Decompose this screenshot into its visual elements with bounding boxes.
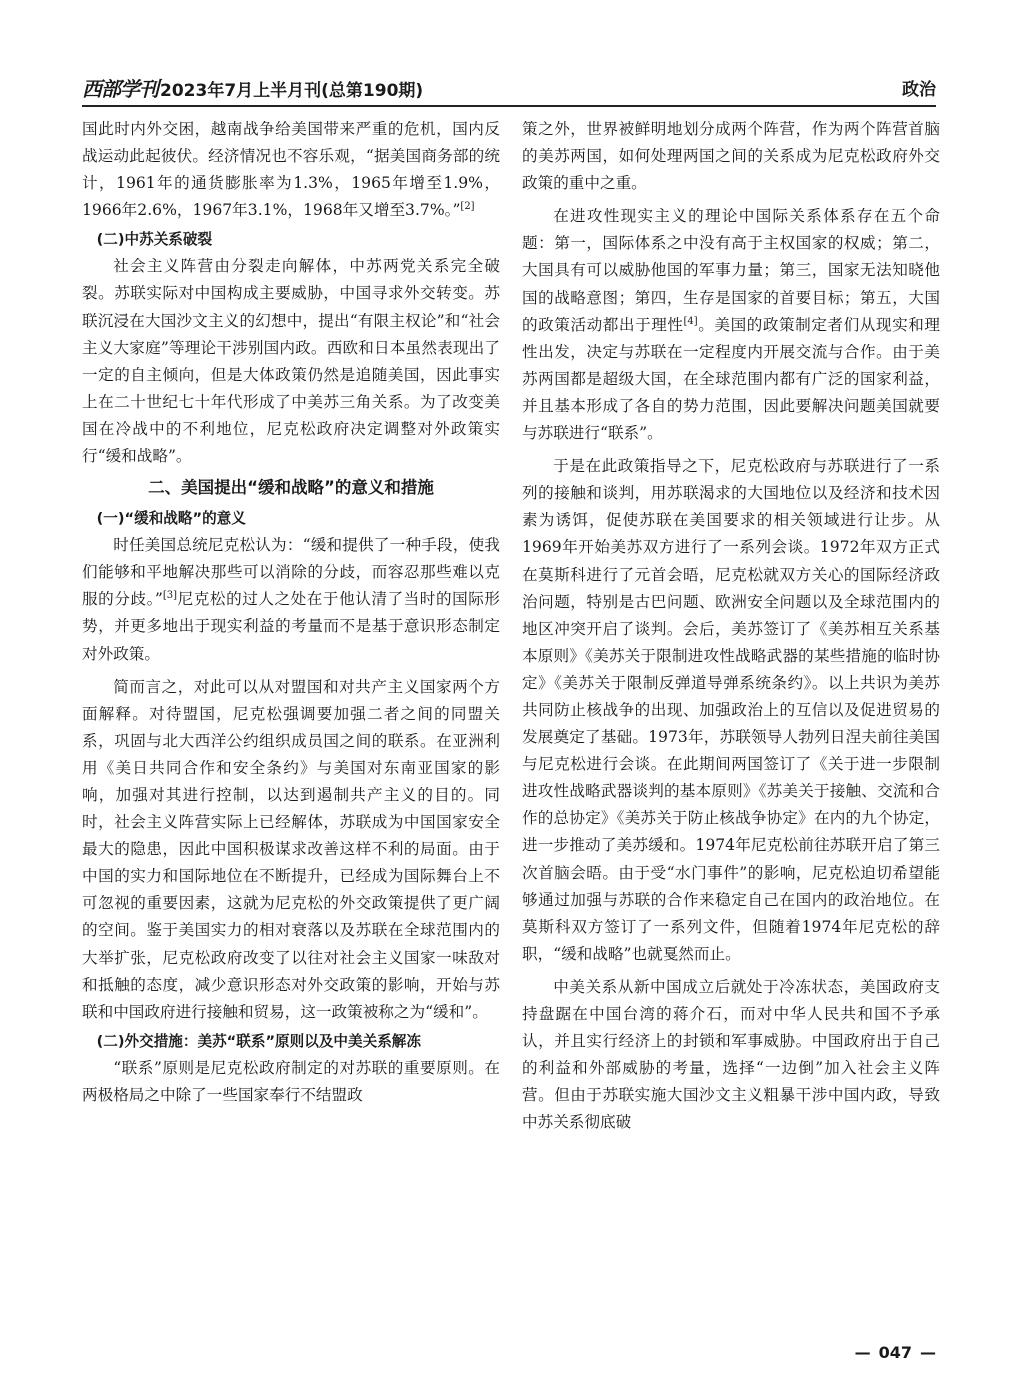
dash-left: —: [854, 1343, 871, 1362]
citation: [4]: [683, 315, 698, 327]
dash-right: —: [920, 1343, 936, 1362]
citation: [3]: [162, 590, 178, 602]
journal-logo: 西部学刊: [82, 76, 158, 101]
page-header: [82, 72, 936, 102]
paragraph: 时任美国总统尼克松认为：“缓和提供了一种手段，使我们能够和平地解决那些可以消除的分歧，而容忍那些难以克服的分歧。”[3]尼克松的过人之处在于他认清了当时的国际形势，并更多地出于现实利益的考量而不是基于意识形态制定对外政策。: [82, 536, 500, 663]
subheading-sino-soviet: (二)中苏关系破裂: [96, 231, 213, 249]
paragraph: 于是在此政策指导之下，尼克松政府与苏联进行了一系列的接触和谈判，用苏联渴求的大国地位以及经济和技术因素为诱饵，促使苏联在美国要求的相关领域进行让步。从1969年开始美苏双方进行了一系列会谈。1972年双方正式在莫斯科进行了元首会晤，尼克松就双方关心的国际经济政治问题，特别是古巴问题、欧洲安全问题以及全球范围内的地区冲突开启了谈判。会后，美苏签订了《美苏相互关系基本原则》《美苏关于限制进攻性战略武器的某些措施的临时协定》《美苏关于限制反弹道导弹系统条约》。以上共识为美苏共同防止核战争的出现、加强政治上的互信以及促进贸易的发展奠定了基础。1973年，苏联领导人勃列日涅夫前往美国与尼克松进行会谈。在此期间两国签订了《关于进一步限制进攻性战略武器谈判的基本原则》《苏美关于接触、交流和合作的总协定》《美苏关于防止核战争协定》在内的九个协定，进一步推动了美苏缓和。1974年尼克松前往苏联开启了第三次首脑会晤。由于受“水门事件”的影响，尼克松迫切希望能够通过加强与苏联的合作来稳定自己在国内的政治地位。在莫斯科双方签订了一系列文件，但随着1974年尼克松的辞职，“缓和战略”也就戛然而止。: [522, 457, 940, 963]
citation: [2]: [460, 201, 475, 213]
paragraph: 中美关系从新中国成立后就处于冷冻状态，美国政府支持盘踞在中国台湾的蒋介石，而对中华人民共和国不予承认，并且实行经济上的封锁和军事威胁。中国政府出于自己的利益和外部威胁的考量，选择“一边倒”加入社会主义阵营。但由于苏联实施大国沙文主义粗暴干涉中国内政，导致中苏关系彻底破: [522, 977, 940, 1132]
paragraph: 在进攻性现实主义的理论中国际关系体系存在五个命题：第一，国际体系之中没有高于主权国家的权威；第二，大国具有可以威胁他国的军事力量；第三，国家无法知晓他国的战略意图；第四，生存是国家的首要目标；第五，大国的政策活动都出于理性[4]。美国的政策制定者们从现实和理性出发，决定与苏联在一定程度内开展交流与合作。由于美苏两国都是超级大国，在全球范围内都有广泛的国家利益，并且基本形成了各自的势力范围，因此要解决问题美国就要与苏联进行“联系”。: [522, 207, 940, 443]
paragraph: 简而言之，对此可以从对盟国和对共产主义国家两个方面解释。对待盟国，尼克松强调要加强二者之间的同盟关系，巩固与北大西洋公约组织成员国之间的联系。在亚洲利用《美日共同合作和安全条约》与美国对东南亚国家的影响，加强对其进行控制，以达到遏制共产主义的目的。同时，社会主义阵营实际上已经解体，苏联成为中国国家安全最大的隐患，因此中国积极谋求改善这样不利的局面。由于中国的实力和国际地位在不断提升，已经成为国际舞台上不可忽视的重要因素，这就为尼克松的外交政策提供了更广阔的空间。鉴于美国实力的相对衰落以及苏联在全球范围内的大举扩张，尼克松政府改变了以往对社会主义国家一味敌对和抵触的态度，减少意识形态对外交政策的影响，开始与苏联和中国政府进行接触和贸易，这一政策被称之为“缓和”。: [82, 677, 500, 1021]
left-column: [82, 116, 500, 1331]
subheading-measures: (二)外交措施：美苏“联系”原则以及中美关系解冻: [96, 1032, 421, 1050]
header-left: [82, 73, 423, 102]
right-column: [522, 116, 940, 1331]
subheading-meaning: (一)“缓和战略”的意义: [96, 510, 246, 528]
paragraph: 国此时内外交困，越南战争给美国带来严重的危机，国内反战运动此起彼伏。经济情况也不容乐观，“据美国商务部的统计，1961年的通货膨胀率为1.3%，1965年增至1.9%，1966年2.6%，1967年3.1%，1968年又增至3.7%。”[2]: [82, 120, 500, 220]
paragraph: 策之外，世界被鲜明地划分成两个阵营，作为两个阵营首脑的美苏两国，如何处理两国之间的关系成为尼克松政府外交政策的重中之重。: [522, 120, 940, 193]
page-number: — 047 —: [854, 1343, 936, 1362]
section-heading: 二、美国提出“缓和战略”的意义和措施: [148, 478, 434, 498]
paragraph: 社会主义阵营由分裂走向解体，中苏两党关系完全破裂。苏联实际对中国构成主要威胁，中国寻求外交转变。苏联沉浸在大国沙文主义的幻想中，提出“有限主权论”和“社会主义大家庭”等理论干涉别国内政。西欧和日本虽然表现出了一定的自主倾向，但是大体政策仍然是追随美国，因此事实上在二十世纪七十年代形成了中美苏三角关系。为了改变美国在冷战中的不利地位，尼克松政府决定调整对外政策实行“缓和战略”。: [82, 257, 500, 466]
header-rule: [82, 105, 936, 107]
issue-info: 2023年7月上半月刊(总第190期): [160, 80, 424, 101]
paragraph: “联系”原则是尼克松政府制定的对苏联的重要原则。在两极格局之中除了一些国家奉行不结盟政: [82, 1058, 500, 1104]
section-label: 政治: [902, 79, 936, 100]
